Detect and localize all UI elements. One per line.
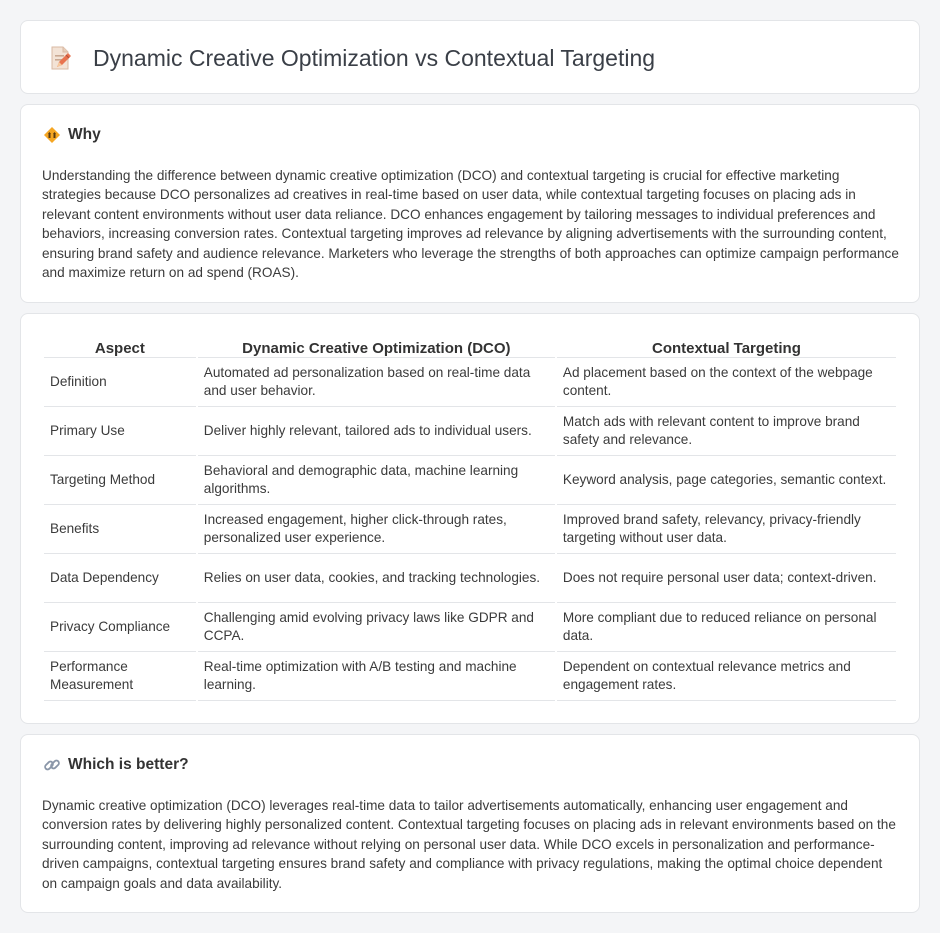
- row-aspect: Privacy Compliance: [44, 603, 196, 652]
- row-contextual: Keyword analysis, page categories, semantic context.: [557, 456, 896, 505]
- row-aspect: Data Dependency: [44, 554, 196, 603]
- row-dco: Challenging amid evolving privacy laws like GDPR and CCPA.: [198, 603, 555, 652]
- table-row: [44, 407, 896, 456]
- table-row: [44, 456, 896, 505]
- header-dco: Dynamic Creative Optimization (DCO): [198, 336, 555, 358]
- table-row: [44, 505, 896, 554]
- row-dco: Deliver highly relevant, tailored ads to individual users.: [198, 407, 555, 456]
- header-aspect: Aspect: [44, 336, 196, 358]
- row-contextual: Does not require personal user data; context-driven.: [557, 554, 896, 603]
- table-row: [44, 554, 896, 603]
- row-dco: Increased engagement, higher click-through rates, personalized user experience.: [198, 505, 555, 554]
- row-aspect: Primary Use: [44, 407, 196, 456]
- better-text: Dynamic creative optimization (DCO) leverages real-time data to tailor advertisements automatically, enhancing user engagement and conversion rates by delivering highly personalized content. Contextual targeting focuses on placing ads in relevant environments based on the surrounding content, improving ad relevance without relying on personal user data. While DCO excels in personalization and performance-driven campaigns, contextual targeting ensures brand safety and compliance with privacy regulations, making the optimal choice dependent on campaign goals and data availability.: [42, 798, 896, 891]
- row-aspect: Benefits: [44, 505, 196, 554]
- row-dco: Behavioral and demographic data, machine learning algorithms.: [198, 456, 555, 505]
- link-icon: [43, 756, 61, 774]
- row-contextual: Dependent on contextual relevance metrics and engagement rates.: [557, 652, 896, 701]
- which-better-section: [20, 734, 920, 913]
- table-header-row: [44, 336, 896, 358]
- row-contextual: More compliant due to reduced reliance on personal data.: [557, 603, 896, 652]
- row-aspect: Definition: [44, 358, 196, 407]
- why-title: Why: [68, 126, 101, 143]
- why-section: [20, 104, 920, 303]
- title-card: [20, 20, 920, 94]
- row-aspect: Targeting Method: [44, 456, 196, 505]
- row-dco: Relies on user data, cookies, and tracking technologies.: [198, 554, 555, 603]
- table-row: [44, 652, 896, 701]
- signpost-icon: [43, 126, 61, 144]
- comparison-table: [42, 336, 898, 701]
- better-heading: [43, 755, 189, 775]
- why-heading: [43, 125, 101, 145]
- document-pencil-icon: [47, 45, 73, 71]
- row-contextual: Ad placement based on the context of the webpage content.: [557, 358, 896, 407]
- row-contextual: Match ads with relevant content to improve brand safety and relevance.: [557, 407, 896, 456]
- comparison-section: [20, 313, 920, 724]
- row-contextual: Improved brand safety, relevancy, privacy-friendly targeting without user data.: [557, 505, 896, 554]
- title-row: [47, 44, 655, 72]
- page-title: Dynamic Creative Optimization vs Contextual Targeting: [93, 45, 656, 71]
- row-dco: Automated ad personalization based on real-time data and user behavior.: [198, 358, 555, 407]
- table-row: [44, 603, 896, 652]
- row-aspect: Performance Measurement: [44, 652, 196, 701]
- better-title: Which is better?: [68, 756, 189, 773]
- why-text: Understanding the difference between dynamic creative optimization (DCO) and contextual targeting is crucial for effective marketing strategies because DCO personalizes ad creatives in real-time based on user data, while contextual targeting focuses on placing ads in relevant content environments without user data reliance. DCO enhances engagement by tailoring messages to individual preferences and behaviors, increasing conversion rates. Contextual targeting improves ad relevance by aligning advertisements with the surrounding content, ensuring brand safety and audience relevance. Marketers who leverage the strengths of both approaches can optimize campaign performance and maximize return on ad spend (ROAS).: [42, 168, 899, 281]
- header-contextual: Contextual Targeting: [557, 336, 896, 358]
- table-row: [44, 358, 896, 407]
- row-dco: Real-time optimization with A/B testing and machine learning.: [198, 652, 555, 701]
